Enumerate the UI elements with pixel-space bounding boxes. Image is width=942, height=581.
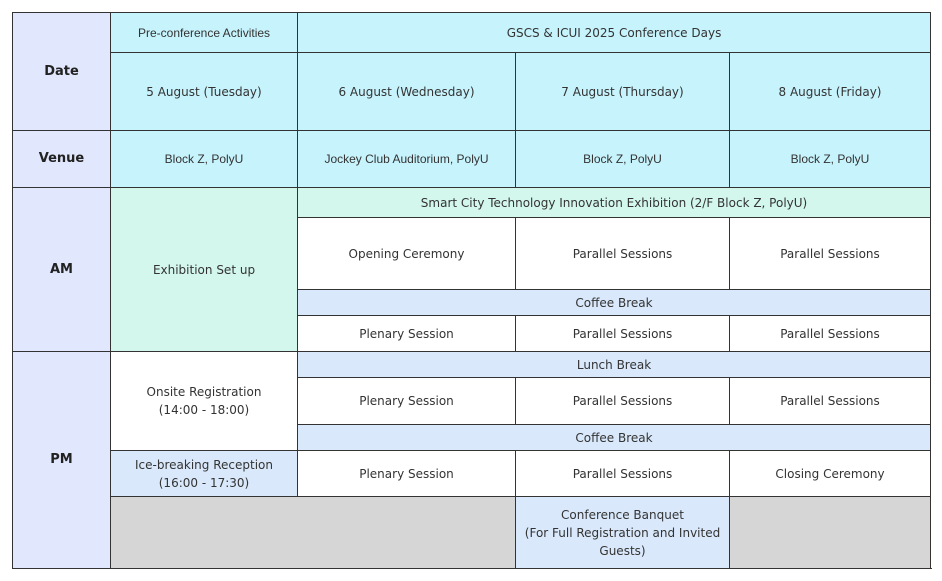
date-cell: 7 August (Thursday) — [516, 53, 730, 131]
session-cell: Parallel Sessions — [730, 316, 931, 352]
banquet-note-line1: (For Full Registration and Invited — [524, 525, 721, 540]
session-cell: Parallel Sessions — [516, 316, 730, 352]
conference-schedule-table — [12, 12, 931, 569]
date-cell: 5 August (Tuesday) — [111, 53, 298, 131]
ice-breaking-cell — [111, 451, 298, 497]
ice-breaking-label: Ice-breaking Reception — [135, 457, 273, 472]
empty-cell — [111, 497, 516, 569]
pre-conference-header: Pre-conference Activities — [111, 13, 298, 53]
venue-cell: Block Z, PolyU — [111, 131, 298, 188]
date-cell: 8 August (Friday) — [730, 53, 931, 131]
lunch-break-cell: Lunch Break — [298, 352, 931, 378]
venue-cell: Block Z, PolyU — [730, 131, 931, 188]
coffee-break-cell: Coffee Break — [298, 425, 931, 451]
session-cell: Plenary Session — [298, 451, 516, 497]
exhibition-cell: Smart City Technology Innovation Exhibition (2/F Block Z, PolyU) — [298, 188, 931, 218]
ice-breaking-time: (16:00 - 17:30) — [158, 475, 250, 490]
banquet-title: Conference Banquet — [561, 507, 684, 522]
session-cell: Parallel Sessions — [516, 451, 730, 497]
pm-slot2-row — [13, 451, 931, 497]
row-header-pm: PM — [13, 352, 111, 569]
onsite-registration-cell — [111, 352, 298, 451]
empty-cell — [730, 497, 931, 569]
venue-row — [13, 131, 931, 188]
session-cell: Parallel Sessions — [730, 378, 931, 425]
date-cell: 6 August (Wednesday) — [298, 53, 516, 131]
row-header-date: Date — [13, 13, 111, 131]
dates-row — [13, 53, 931, 131]
session-cell: Plenary Session — [298, 378, 516, 425]
session-cell: Closing Ceremony — [730, 451, 931, 497]
row-header-am: AM — [13, 188, 111, 352]
coffee-break-cell: Coffee Break — [298, 290, 931, 316]
row-header-venue: Venue — [13, 131, 111, 188]
exhibition-setup-cell: Exhibition Set up — [111, 188, 298, 352]
pm-lunch-row — [13, 352, 931, 378]
am-exhibition-row — [13, 188, 931, 218]
banquet-note-line2: Guests) — [599, 543, 646, 558]
session-cell: Parallel Sessions — [516, 218, 730, 290]
conference-days-header: GSCS & ICUI 2025 Conference Days — [298, 13, 931, 53]
onsite-registration-label: Onsite Registration — [146, 385, 262, 399]
session-cell: Parallel Sessions — [516, 378, 730, 425]
banquet-row — [13, 497, 931, 569]
banquet-cell — [516, 497, 730, 569]
session-cell: Parallel Sessions — [730, 218, 931, 290]
header-row — [13, 13, 931, 53]
venue-cell: Jockey Club Auditorium, PolyU — [298, 131, 516, 188]
onsite-registration-time: (14:00 - 18:00) — [158, 403, 250, 417]
session-cell: Plenary Session — [298, 316, 516, 352]
session-cell: Opening Ceremony — [298, 218, 516, 290]
venue-cell: Block Z, PolyU — [516, 131, 730, 188]
